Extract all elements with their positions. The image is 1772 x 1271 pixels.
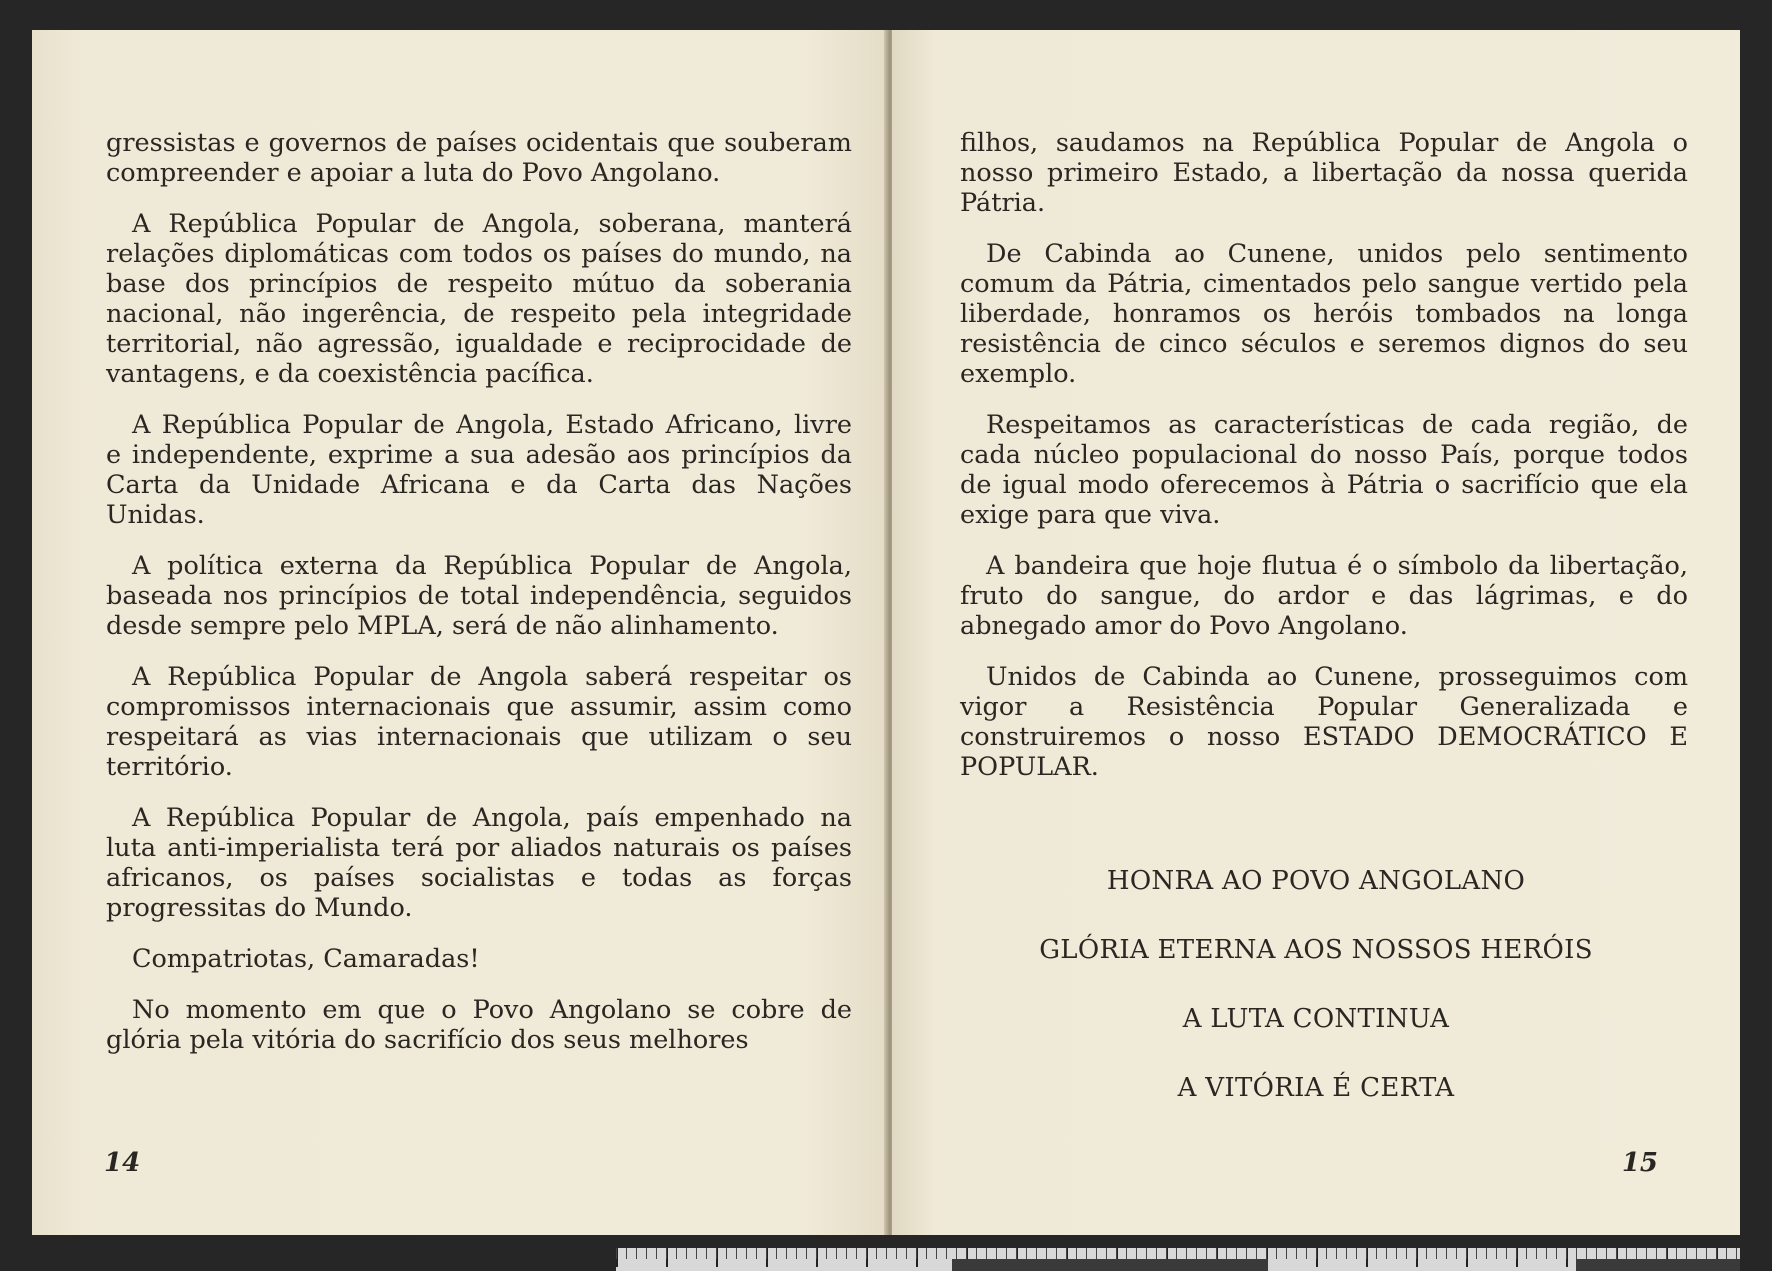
paragraph: A República Popular de Angola, Estado Africano, livre e independente, exprime a sua adesão aos princípios da Carta da Unidade Africana e da Carta das Nações Unidas. <box>106 410 852 530</box>
paragraph: filhos, saudamos na República Popular de Angola o nosso primeiro Estado, a libertação da nossa querida Pátria. <box>960 128 1688 218</box>
right-page <box>892 30 1740 1235</box>
paragraph: A República Popular de Angola, país empenhado na luta anti-imperialista terá por aliados naturais os países africanos, os países socialistas e todas as forças progressitas do Mundo. <box>106 803 852 923</box>
paragraph: A política externa da República Popular de Angola, baseada nos princípios de total independência, seguidos desde sempre pelo MPLA, será de não alinhamento. <box>106 551 852 641</box>
paragraph: A República Popular de Angola saberá respeitar os compromissos internacionais que assumir, assim como respeitará as vias internacionais que utilizam o seu território. <box>106 662 852 782</box>
left-page <box>32 30 890 1235</box>
paragraph: Respeitamos as características de cada região, de cada núcleo populacional do nosso País, porque todos de igual modo oferecemos à Pátria o sacrifício que ela exige para que viva. <box>960 410 1688 530</box>
right-page-text <box>960 128 1688 803</box>
paragraph: A República Popular de Angola, soberana, manterá relações diplomáticas com todos os países do mundo, na base dos princípios de respeito mútuo da soberania nacional, não ingerência, de respeito pela integridade territorial, não agressão, igualdade e reciprocidade de vantagens, e da coexistência pacífica. <box>106 209 852 389</box>
paragraph: Compatriotas, Camaradas! <box>132 944 480 974</box>
left-page-text <box>106 128 852 1076</box>
page-number: 14 <box>104 1148 141 1178</box>
paragraph: A bandeira que hoje flutua é o símbolo da libertação, fruto do sangue, do ardor e das lágrimas, e do abnegado amor do Povo Angolano. <box>960 551 1688 641</box>
slogan: HONRA AO POVO ANGOLANO <box>1106 866 1526 896</box>
ruler-segment <box>952 1259 1268 1271</box>
slogan: A LUTA CONTINUA <box>1182 1004 1450 1034</box>
slogan: GLÓRIA ETERNA AOS NOSSOS HERÓIS <box>1039 935 1593 965</box>
ruler-segment <box>1576 1259 1740 1271</box>
slogans <box>892 866 1740 1142</box>
paragraph: Unidos de Cabinda ao Cunene, prosseguimos com vigor a Resistência Popular Generalizada e construiremos o nosso ESTADO DEMOCRÁTICO E POPULAR. <box>960 662 1688 782</box>
paragraph: De Cabinda ao Cunene, unidos pelo sentimento comum da Pátria, cimentados pelo sangue vertido pela liberdade, honramos os heróis tombados na longa resistência de cinco séculos e seremos dignos do seu exemplo. <box>960 239 1688 389</box>
paragraph: gressistas e governos de países ocidentais que souberam compreender e apoiar a luta do Povo Angolano. <box>106 128 852 188</box>
scale-ruler <box>616 1248 1740 1271</box>
slogan: A VITÓRIA É CERTA <box>1177 1073 1455 1103</box>
page-number: 15 <box>1621 1148 1658 1178</box>
paragraph: No momento em que o Povo Angolano se cobre de glória pela vitória do sacrifício dos seus melhores <box>106 995 852 1055</box>
